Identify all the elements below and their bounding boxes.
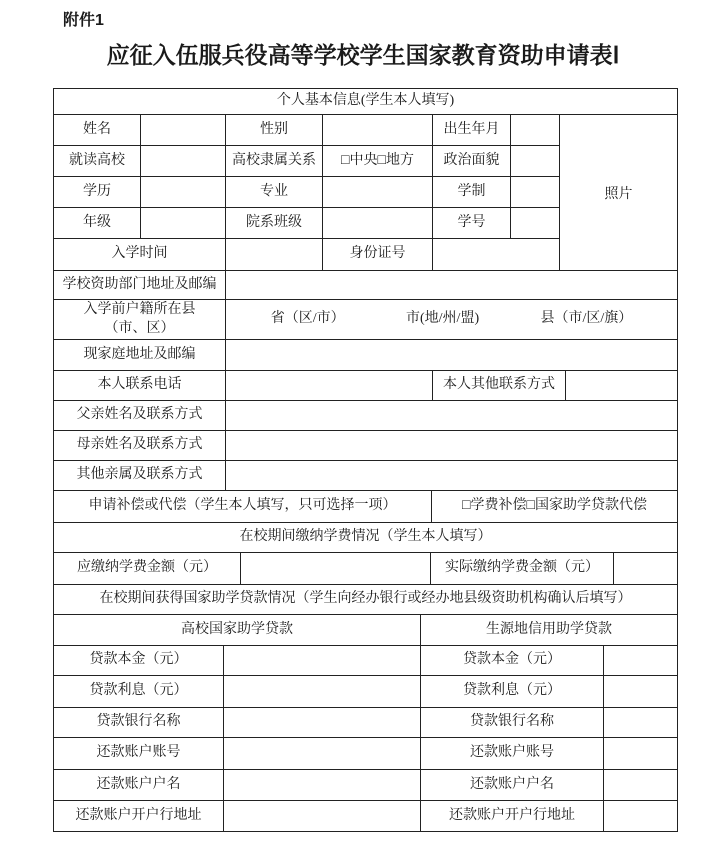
origin-loan-bank-field[interactable] — [604, 708, 677, 737]
page-title: 应征入伍服兵役高等学校学生国家教育资助申请表Ⅰ — [106, 42, 620, 68]
id-number-field[interactable] — [433, 239, 559, 270]
affiliation-label: 高校隶属关系 — [226, 146, 323, 176]
row-tuition-header — [54, 523, 677, 553]
tuition-header: 在校期间缴纳学费情况（学生本人填写） — [239, 529, 492, 545]
origin-repay-account-number-label: 还款账户账号 — [421, 738, 604, 769]
college-loan-interest-field[interactable] — [224, 676, 421, 707]
degree-field[interactable] — [141, 177, 226, 207]
department-class-label: 院系班级 — [226, 208, 323, 238]
row-loan-header — [54, 585, 677, 615]
grade-label: 年级 — [54, 208, 141, 238]
application-form-table — [53, 88, 678, 832]
origin-residence-label-line2: （市、区） — [104, 320, 175, 336]
row-mother-contact — [54, 431, 677, 461]
row-personal-header — [54, 89, 677, 115]
tuition-paid-label: 实际缴纳学费金额（元） — [431, 553, 614, 584]
origin-repay-bank-address-field[interactable] — [604, 801, 677, 831]
schooling-label: 学制 — [433, 177, 511, 207]
college-repay-account-number-field[interactable] — [224, 738, 421, 769]
other-relative-label: 其他亲属及联系方式 — [54, 461, 226, 490]
school-aid-address-field[interactable] — [226, 271, 677, 299]
name-field[interactable] — [141, 115, 226, 145]
row-father-contact — [54, 401, 677, 431]
major-label: 专业 — [226, 177, 323, 207]
college-loan-header: 高校国家助学贷款 — [54, 615, 421, 645]
row-repay-bank-address — [54, 801, 677, 831]
college-repay-account-number-label: 还款账户账号 — [54, 738, 224, 769]
row-home-address — [54, 340, 677, 371]
university-field[interactable] — [141, 146, 226, 176]
origin-repay-bank-address-label: 还款账户开户行地址 — [421, 801, 604, 831]
origin-loan-interest-field[interactable] — [604, 676, 677, 707]
row-degree-major-schooling — [54, 177, 559, 208]
university-label: 就读高校 — [54, 146, 141, 176]
college-repay-bank-address-label: 还款账户开户行地址 — [54, 801, 224, 831]
origin-repay-account-number-field[interactable] — [604, 738, 677, 769]
row-school-aid-address — [54, 271, 677, 300]
home-address-field[interactable] — [226, 340, 677, 370]
id-number-label: 身份证号 — [323, 239, 433, 270]
origin-province-label: 省（区/市） — [270, 311, 345, 327]
gender-label: 性别 — [226, 115, 323, 145]
gender-field[interactable] — [323, 115, 433, 145]
photo-box: 照片 — [559, 115, 677, 270]
college-repay-account-name-field[interactable] — [224, 770, 421, 800]
row-loan-interest — [54, 676, 677, 708]
tuition-payable-label: 应缴纳学费金额（元） — [54, 553, 241, 584]
student-id-label: 学号 — [433, 208, 511, 238]
origin-loan-bank-label: 贷款银行名称 — [421, 708, 604, 737]
row-loan-principal — [54, 646, 677, 676]
row-name-gender-birth — [54, 115, 559, 146]
college-loan-principal-label: 贷款本金（元） — [54, 646, 224, 675]
apply-type-label: 申请补偿或代偿（学生本人填写，只可选择一项） — [54, 491, 432, 522]
college-loan-bank-label: 贷款银行名称 — [54, 708, 224, 737]
origin-repay-account-name-field[interactable] — [604, 770, 677, 800]
other-contact-label: 本人其他联系方式 — [433, 371, 566, 400]
college-repay-bank-address-field[interactable] — [224, 801, 421, 831]
origin-loan-principal-field[interactable] — [604, 646, 677, 675]
row-other-relative-contact — [54, 461, 677, 491]
birth-field[interactable] — [511, 115, 559, 145]
phone-label: 本人联系电话 — [54, 371, 226, 400]
row-loan-bank — [54, 708, 677, 738]
grade-field[interactable] — [141, 208, 226, 238]
mother-label: 母亲姓名及联系方式 — [54, 431, 226, 460]
mother-field[interactable] — [226, 431, 677, 460]
row-apply-type — [54, 491, 677, 523]
row-repay-account-number — [54, 738, 677, 770]
department-class-field[interactable] — [323, 208, 433, 238]
origin-county-label: 县（市/区/旗） — [540, 311, 633, 327]
other-relative-field[interactable] — [226, 461, 677, 490]
school-aid-address-label: 学校资助部门地址及邮编 — [54, 271, 226, 299]
loan-header: 在校期间获得国家助学贷款情况（学生向经办银行或经办地县级资助机构确认后填写） — [99, 591, 632, 607]
row-repay-account-name — [54, 770, 677, 801]
college-loan-interest-label: 贷款利息（元） — [54, 676, 224, 707]
row-university-affiliation — [54, 146, 559, 177]
personal-info-block — [54, 115, 677, 271]
origin-loan-header: 生源地信用助学贷款 — [486, 621, 612, 637]
other-contact-field[interactable] — [566, 371, 677, 400]
college-loan-bank-field[interactable] — [224, 708, 421, 737]
tuition-payable-field[interactable] — [241, 553, 431, 584]
origin-residence-label — [54, 300, 226, 339]
political-label: 政治面貌 — [433, 146, 511, 176]
tuition-paid-field[interactable] — [614, 553, 677, 584]
degree-label: 学历 — [54, 177, 141, 207]
enroll-time-field[interactable] — [226, 239, 323, 270]
row-contacts — [54, 371, 677, 401]
origin-loan-principal-label: 贷款本金（元） — [421, 646, 604, 675]
birth-label: 出生年月 — [433, 115, 511, 145]
row-loan-type-headers — [54, 615, 677, 646]
row-enrolltime-idnumber — [54, 239, 559, 270]
row-origin-residence — [54, 300, 677, 340]
name-label: 姓名 — [54, 115, 141, 145]
student-id-field[interactable] — [511, 208, 559, 238]
personal-header: 个人基本信息(学生本人填写) — [276, 93, 455, 109]
phone-field[interactable] — [226, 371, 433, 400]
college-repay-account-name-label: 还款账户户名 — [54, 770, 224, 800]
major-field[interactable] — [323, 177, 433, 207]
origin-city-label: 市(地/州/盟) — [406, 311, 480, 327]
row-grade-class-studentid — [54, 208, 559, 239]
home-address-label: 现家庭地址及邮编 — [54, 340, 226, 370]
schooling-field[interactable] — [511, 177, 559, 207]
father-field[interactable] — [226, 401, 677, 430]
enroll-time-label: 入学时间 — [54, 239, 226, 270]
affiliation-checkboxes[interactable]: □中央□地方 — [323, 146, 433, 176]
apply-type-checkboxes[interactable]: □学费补偿□国家助学贷款代偿 — [462, 498, 647, 514]
political-field[interactable] — [511, 146, 559, 176]
college-loan-principal-field[interactable] — [224, 646, 421, 675]
origin-residence-field[interactable] — [226, 300, 677, 339]
attachment-label: 附件1 — [63, 12, 104, 29]
father-label: 父亲姓名及联系方式 — [54, 401, 226, 430]
origin-loan-interest-label: 贷款利息（元） — [421, 676, 604, 707]
row-tuition-amounts — [54, 553, 677, 585]
origin-repay-account-name-label: 还款账户户名 — [421, 770, 604, 800]
origin-residence-label-line1: 入学前户籍所在县 — [83, 302, 196, 318]
